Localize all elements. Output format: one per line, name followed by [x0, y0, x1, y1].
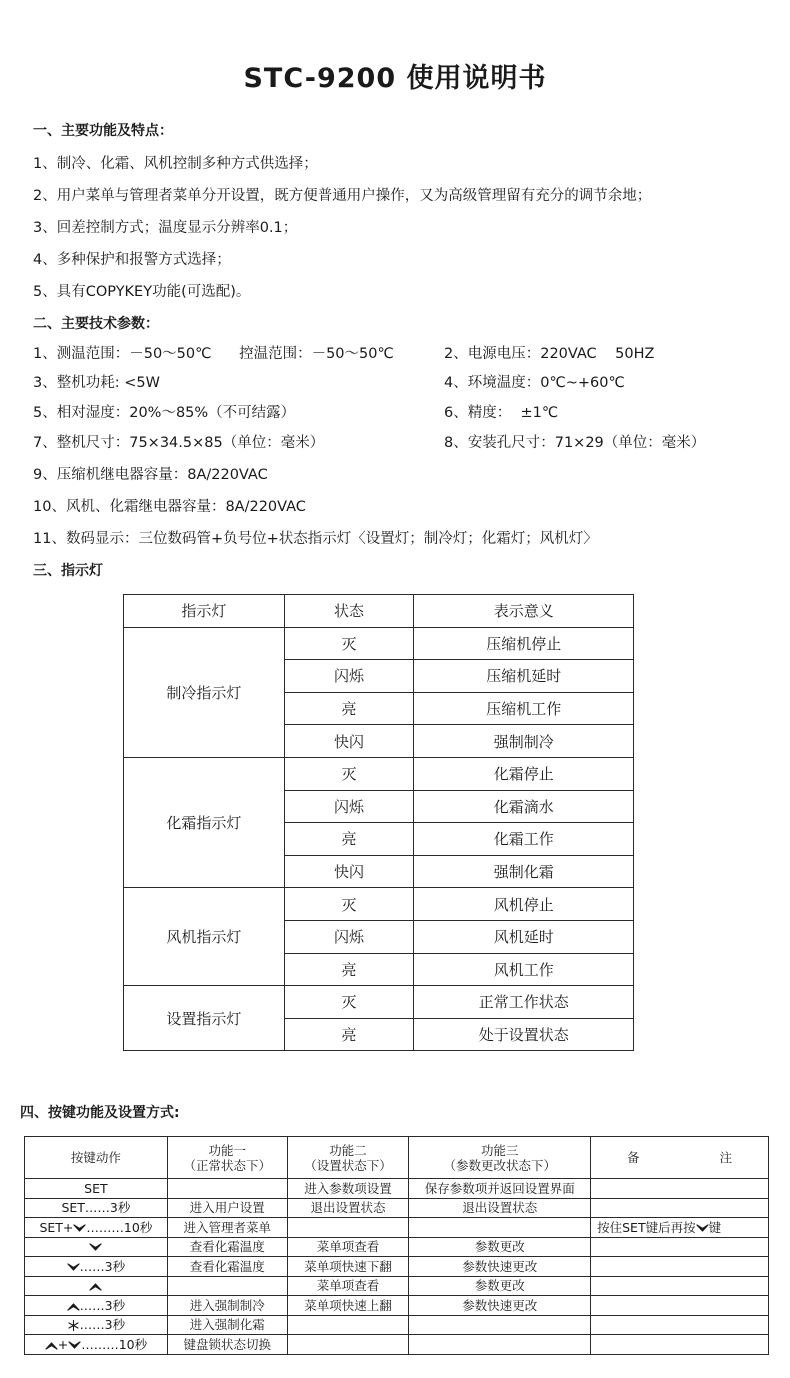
table-row: [25, 1257, 769, 1277]
f1-cell: 查看化霜温度: [167, 1257, 287, 1277]
col-header: 状态: [284, 595, 414, 628]
f2-cell: 进入参数项设置: [287, 1179, 409, 1199]
meaning-cell: 正常工作状态: [414, 986, 634, 1019]
param-item: 10、风机、化霜继电器容量：8A/220VAC: [33, 499, 306, 515]
up-arrow-icon: [67, 1302, 80, 1311]
down-arrow-icon: [73, 1224, 86, 1233]
param-item: 3、整机功耗: <5W: [33, 375, 160, 391]
table-row: [25, 1198, 769, 1218]
state-cell: 快闪: [284, 855, 414, 888]
note-cell: [591, 1237, 769, 1257]
param-item: 4、环境温度：0℃~+60℃: [444, 375, 625, 391]
param-item: 8、安装孔尺寸：71×29（单位：毫米）: [444, 435, 706, 451]
f3-cell: 参数快速更改: [409, 1296, 591, 1316]
col-header-note: 备 注: [591, 1137, 769, 1179]
f2-cell: [287, 1335, 409, 1355]
up-arrow-icon: [89, 1282, 102, 1291]
state-cell: 灭: [284, 888, 414, 921]
down-arrow-icon: [67, 1263, 80, 1272]
note-cell: [591, 1257, 769, 1277]
indicator-name: 化霜指示灯: [124, 757, 285, 887]
meaning-cell: 风机延时: [414, 920, 634, 953]
f1-cell: 进入强制制冷: [167, 1296, 287, 1316]
page-title: STC-9200 使用说明书: [243, 63, 547, 94]
section4-heading: 四、按键功能及设置方式:: [20, 1105, 180, 1121]
key-action: SET+ ………10秒: [25, 1218, 168, 1238]
table-row: [25, 1218, 769, 1238]
table-row: [25, 1179, 769, 1199]
section1-heading: 一、主要功能及特点：: [33, 123, 173, 139]
down-arrow-icon: [696, 1224, 709, 1233]
key-action: [25, 1276, 168, 1296]
f3-cell: 参数更改: [409, 1276, 591, 1296]
state-cell: 闪烁: [284, 660, 414, 693]
f2-cell: 退出设置状态: [287, 1198, 409, 1218]
meaning-cell: 风机停止: [414, 888, 634, 921]
f3-cell: 参数快速更改: [409, 1257, 591, 1277]
feature-item: 3、回差控制方式；温度显示分辨率0.1；: [33, 220, 298, 236]
col-header: 表示意义: [414, 595, 634, 628]
key-action: [25, 1237, 168, 1257]
f3-cell: 保存参数项并返回设置界面: [409, 1179, 591, 1199]
state-cell: 闪烁: [284, 920, 414, 953]
indicator-name: 制冷指示灯: [124, 627, 285, 757]
indicator-name: 风机指示灯: [124, 888, 285, 986]
meaning-cell: 强制化霜: [414, 855, 634, 888]
meaning-cell: 压缩机停止: [414, 627, 634, 660]
param-item: 1、测温范围：－50～50℃ 控温范围：－50～50℃: [33, 346, 394, 362]
state-cell: 亮: [284, 1018, 414, 1051]
state-cell: 闪烁: [284, 790, 414, 823]
state-cell: 亮: [284, 692, 414, 725]
key-action: + ………10秒: [25, 1335, 168, 1355]
meaning-cell: 化霜滴水: [414, 790, 634, 823]
col-header: 指示灯: [124, 595, 285, 628]
feature-item: 5、具有COPYKEY功能(可选配)。: [33, 284, 251, 300]
key-action: ……3秒: [25, 1315, 168, 1335]
f1-cell: 进入强制化霜: [167, 1315, 287, 1335]
state-cell: 灭: [284, 627, 414, 660]
f1-cell: 查看化霜温度: [167, 1237, 287, 1257]
f2-cell: 菜单项查看: [287, 1237, 409, 1257]
meaning-cell: 化霜工作: [414, 823, 634, 856]
table-row: [25, 1237, 769, 1257]
note-cell: [591, 1315, 769, 1335]
f3-cell: [409, 1315, 591, 1335]
meaning-cell: 化霜停止: [414, 757, 634, 790]
table-row: [25, 1315, 769, 1335]
state-cell: 快闪: [284, 725, 414, 758]
col-header-f1: 功能一 （正常状态下）: [167, 1137, 287, 1179]
key-action: SET……3秒: [25, 1198, 168, 1218]
f2-cell: [287, 1218, 409, 1238]
meaning-cell: 压缩机工作: [414, 692, 634, 725]
key-action: SET: [25, 1179, 168, 1199]
f1-cell: 进入用户设置: [167, 1198, 287, 1218]
state-cell: 灭: [284, 986, 414, 1019]
meaning-cell: 强制制冷: [414, 725, 634, 758]
col-header-f2: 功能二 （设置状态下）: [287, 1137, 409, 1179]
f2-cell: 菜单项快速下翻: [287, 1257, 409, 1277]
param-item: 9、压缩机继电器容量：8A/220VAC: [33, 467, 268, 483]
note-cell: [591, 1335, 769, 1355]
indicator-table: [123, 594, 634, 1051]
snowflake-icon: [67, 1320, 80, 1331]
f1-cell: 键盘锁状态切换: [167, 1335, 287, 1355]
down-arrow-icon: [68, 1341, 81, 1350]
note-cell: [591, 1296, 769, 1316]
feature-item: 1、制冷、化霜、风机控制多种方式供选择；: [33, 156, 318, 172]
plus-sign: +: [57, 1336, 69, 1352]
f3-cell: [409, 1335, 591, 1355]
meaning-cell: 压缩机延时: [414, 660, 634, 693]
table-row: [25, 1276, 769, 1296]
f2-cell: 菜单项快速上翻: [287, 1296, 409, 1316]
param-item: 6、精度： ±1℃: [444, 405, 559, 421]
f1-cell: [167, 1179, 287, 1199]
section3-heading: 三、指示灯: [33, 563, 103, 579]
param-item: 7、整机尺寸：75×34.5×85（单位：毫米）: [33, 435, 325, 451]
note-cell: [591, 1198, 769, 1218]
note-cell: 按住SET键后再按 键: [591, 1218, 769, 1238]
state-cell: 亮: [284, 823, 414, 856]
note-cell: [591, 1276, 769, 1296]
col-header-f3: 功能三 （参数更改状态下）: [409, 1137, 591, 1179]
col-header-action: 按键动作: [25, 1137, 168, 1179]
section2-heading: 二、主要技术参数：: [33, 316, 159, 332]
indicator-name: 设置指示灯: [124, 986, 285, 1051]
key-action: ……3秒: [25, 1296, 168, 1316]
state-cell: 亮: [284, 953, 414, 986]
param-item: 5、相对湿度：20%～85%（不可结露）: [33, 405, 296, 421]
f3-cell: 退出设置状态: [409, 1198, 591, 1218]
param-item: 11、数码显示：三位数码管+负号位+状态指示灯〈设置灯；制冷灯；化霜灯；风机灯〉: [33, 531, 598, 547]
f2-cell: 菜单项查看: [287, 1276, 409, 1296]
f3-cell: [409, 1218, 591, 1238]
feature-item: 2、用户菜单与管理者菜单分开设置，既方便普通用户操作，又为高级管理留有充分的调节余地；: [33, 188, 652, 204]
key-function-table: [24, 1136, 769, 1355]
feature-item: 4、多种保护和报警方式选择；: [33, 252, 231, 268]
note-cell: [591, 1179, 769, 1199]
state-cell: 灭: [284, 757, 414, 790]
f1-cell: 进入管理者菜单: [167, 1218, 287, 1238]
f3-cell: 参数更改: [409, 1237, 591, 1257]
f2-cell: [287, 1315, 409, 1335]
meaning-cell: 处于设置状态: [414, 1018, 634, 1051]
table-row: [25, 1296, 769, 1316]
param-item: 2、电源电压：220VAC 50HZ: [444, 346, 655, 362]
up-arrow-icon: [45, 1341, 58, 1350]
down-arrow-icon: [89, 1243, 102, 1252]
table-row: [25, 1335, 769, 1355]
key-action: ……3秒: [25, 1257, 168, 1277]
f1-cell: [167, 1276, 287, 1296]
meaning-cell: 风机工作: [414, 953, 634, 986]
